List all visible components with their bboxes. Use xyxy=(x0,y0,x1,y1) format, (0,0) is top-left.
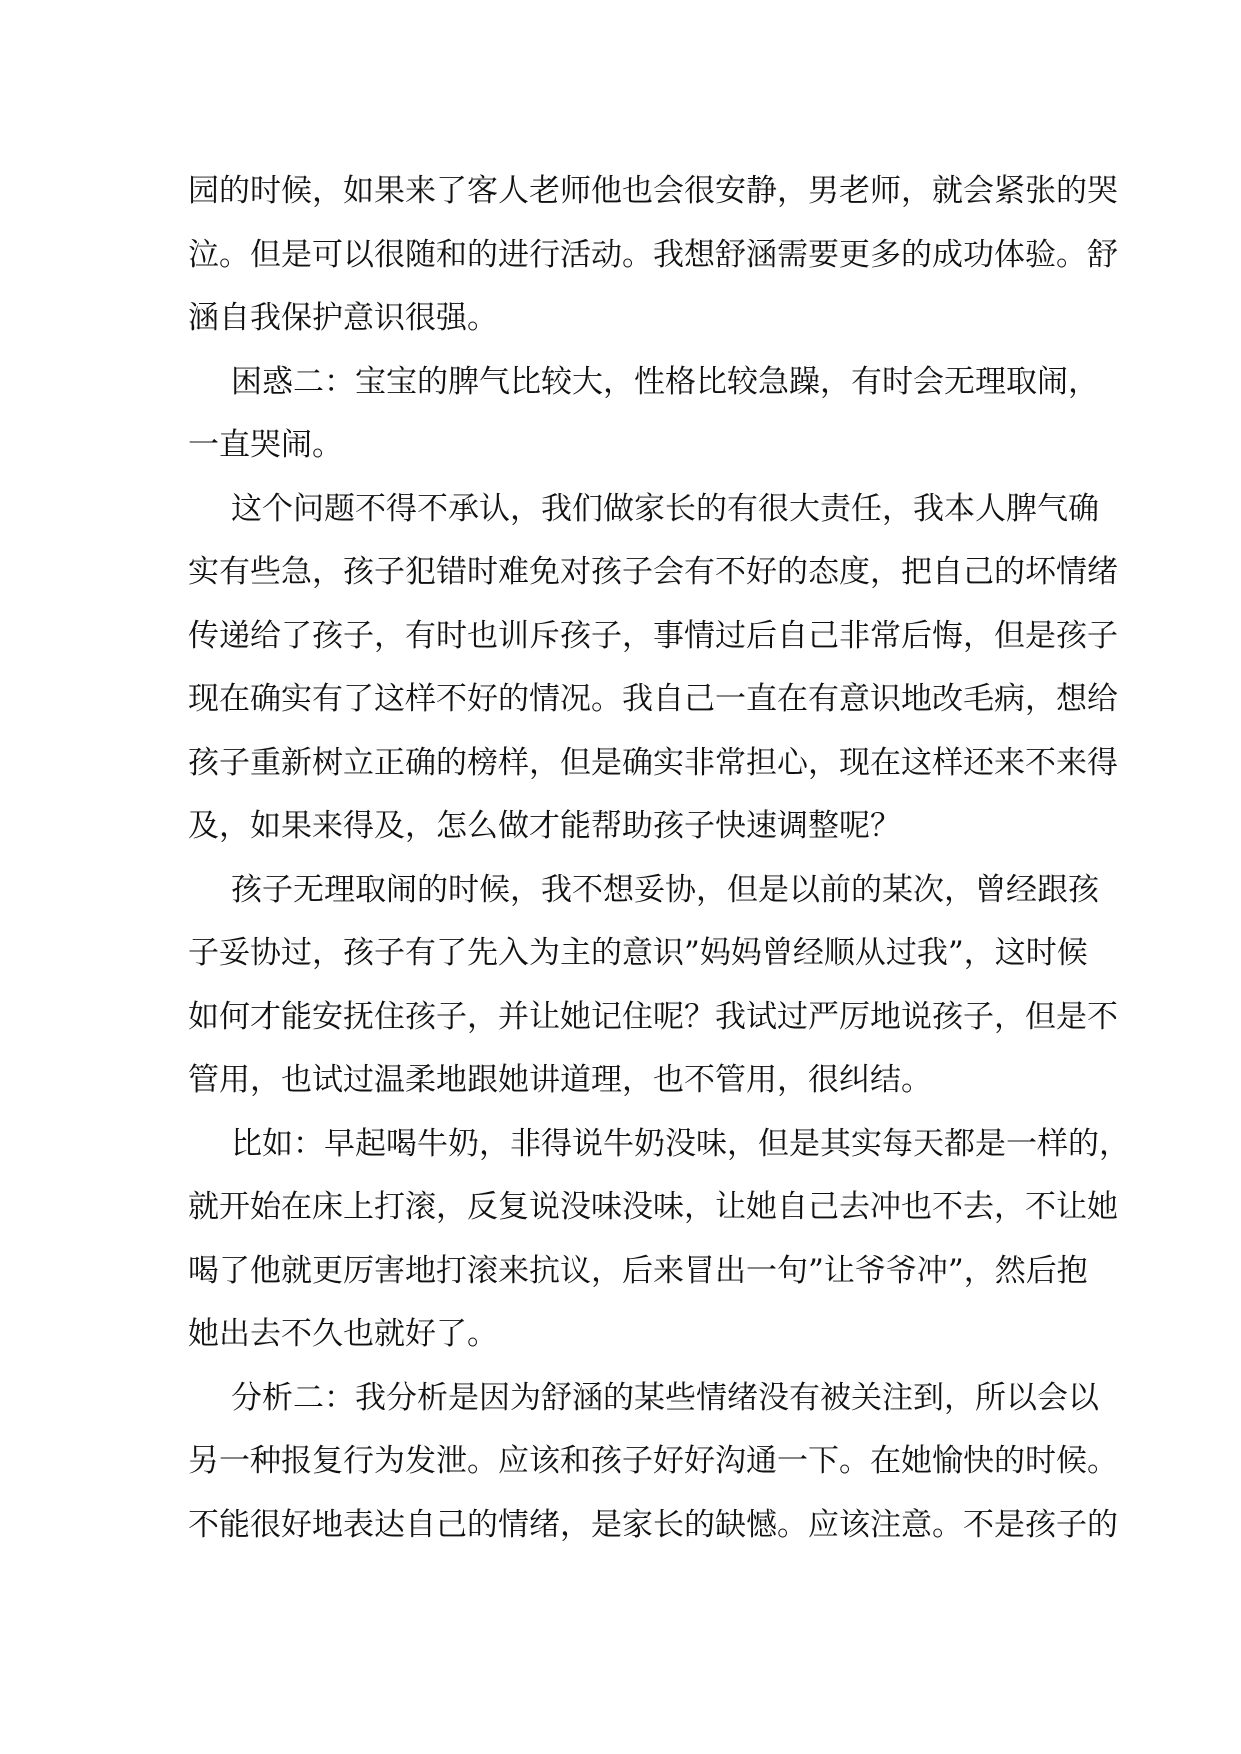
paragraph-start-line: 比如：早起喝牛奶，非得说牛奶没味，但是其实每天都是一样的， xyxy=(231,1125,1130,1162)
text-line: 不能很好地表达自己的情绪，是家长的缺憾。应该注意。不是孩子的 xyxy=(188,1506,1118,1543)
text-line: 一直哭闹。 xyxy=(188,427,343,463)
text-line: 传递给了孩子，有时也训斥孩子，事情过后自己非常后悔，但是孩子 xyxy=(188,617,1118,654)
paragraph-start-line: 分析二：我分析是因为舒涵的某些情绪没有被关注到，所以会以 xyxy=(231,1379,1099,1416)
document-body xyxy=(188,160,1130,1557)
text-line: 孩子重新树立正确的榜样，但是确实非常担心，现在这样还来不来得 xyxy=(188,744,1118,781)
text-line: 就开始在床上打滚，反复说没味没味，让她自己去冲也不去，不让她 xyxy=(188,1189,1118,1225)
paragraph-start-line: 困惑二：宝宝的脾气比较大，性格比较急躁，有时会无理取闹， xyxy=(231,363,1099,400)
paragraph-start-line: 孩子无理取闹的时候，我不想妥协，但是以前的某次，曾经跟孩 xyxy=(231,871,1099,908)
text-line: 园的时候，如果来了客人老师他也会很安静，男老师，就会紧张的哭 xyxy=(188,173,1118,209)
text-line: 涵自我保护意识很强。 xyxy=(188,300,498,336)
text-line: 如何才能安抚住孩子，并让她记住呢？我试过严厉地说孩子，但是不 xyxy=(188,998,1118,1035)
paragraph-start-line: 这个问题不得不承认，我们做家长的有很大责任，我本人脾气确 xyxy=(231,490,1099,527)
text-line: 现在确实有了这样不好的情况。我自己一直在有意识地改毛病，想给 xyxy=(188,681,1118,717)
text-line: 管用，也试过温柔地跟她讲道理，也不管用，很纠结。 xyxy=(188,1062,932,1098)
text-line: 她出去不久也就好了。 xyxy=(188,1316,498,1352)
text-line: 子妥协过，孩子有了先入为主的意识”妈妈曾经顺从过我”，这时候 xyxy=(188,935,1088,971)
text-line: 及，如果来得及，怎么做才能帮助孩子快速调整呢？ xyxy=(188,808,901,844)
text-line: 泣。但是可以很随和的进行活动。我想舒涵需要更多的成功体验。舒 xyxy=(188,236,1118,273)
text-line: 另一种报复行为发泄。应该和孩子好好沟通一下。在她愉快的时候。 xyxy=(188,1443,1118,1479)
text-line: 喝了他就更厉害地打滚来抗议，后来冒出一句”让爷爷冲”，然后抱 xyxy=(188,1252,1088,1289)
text-line: 实有些急，孩子犯错时难免对孩子会有不好的态度，把自己的坏情绪 xyxy=(188,554,1118,590)
